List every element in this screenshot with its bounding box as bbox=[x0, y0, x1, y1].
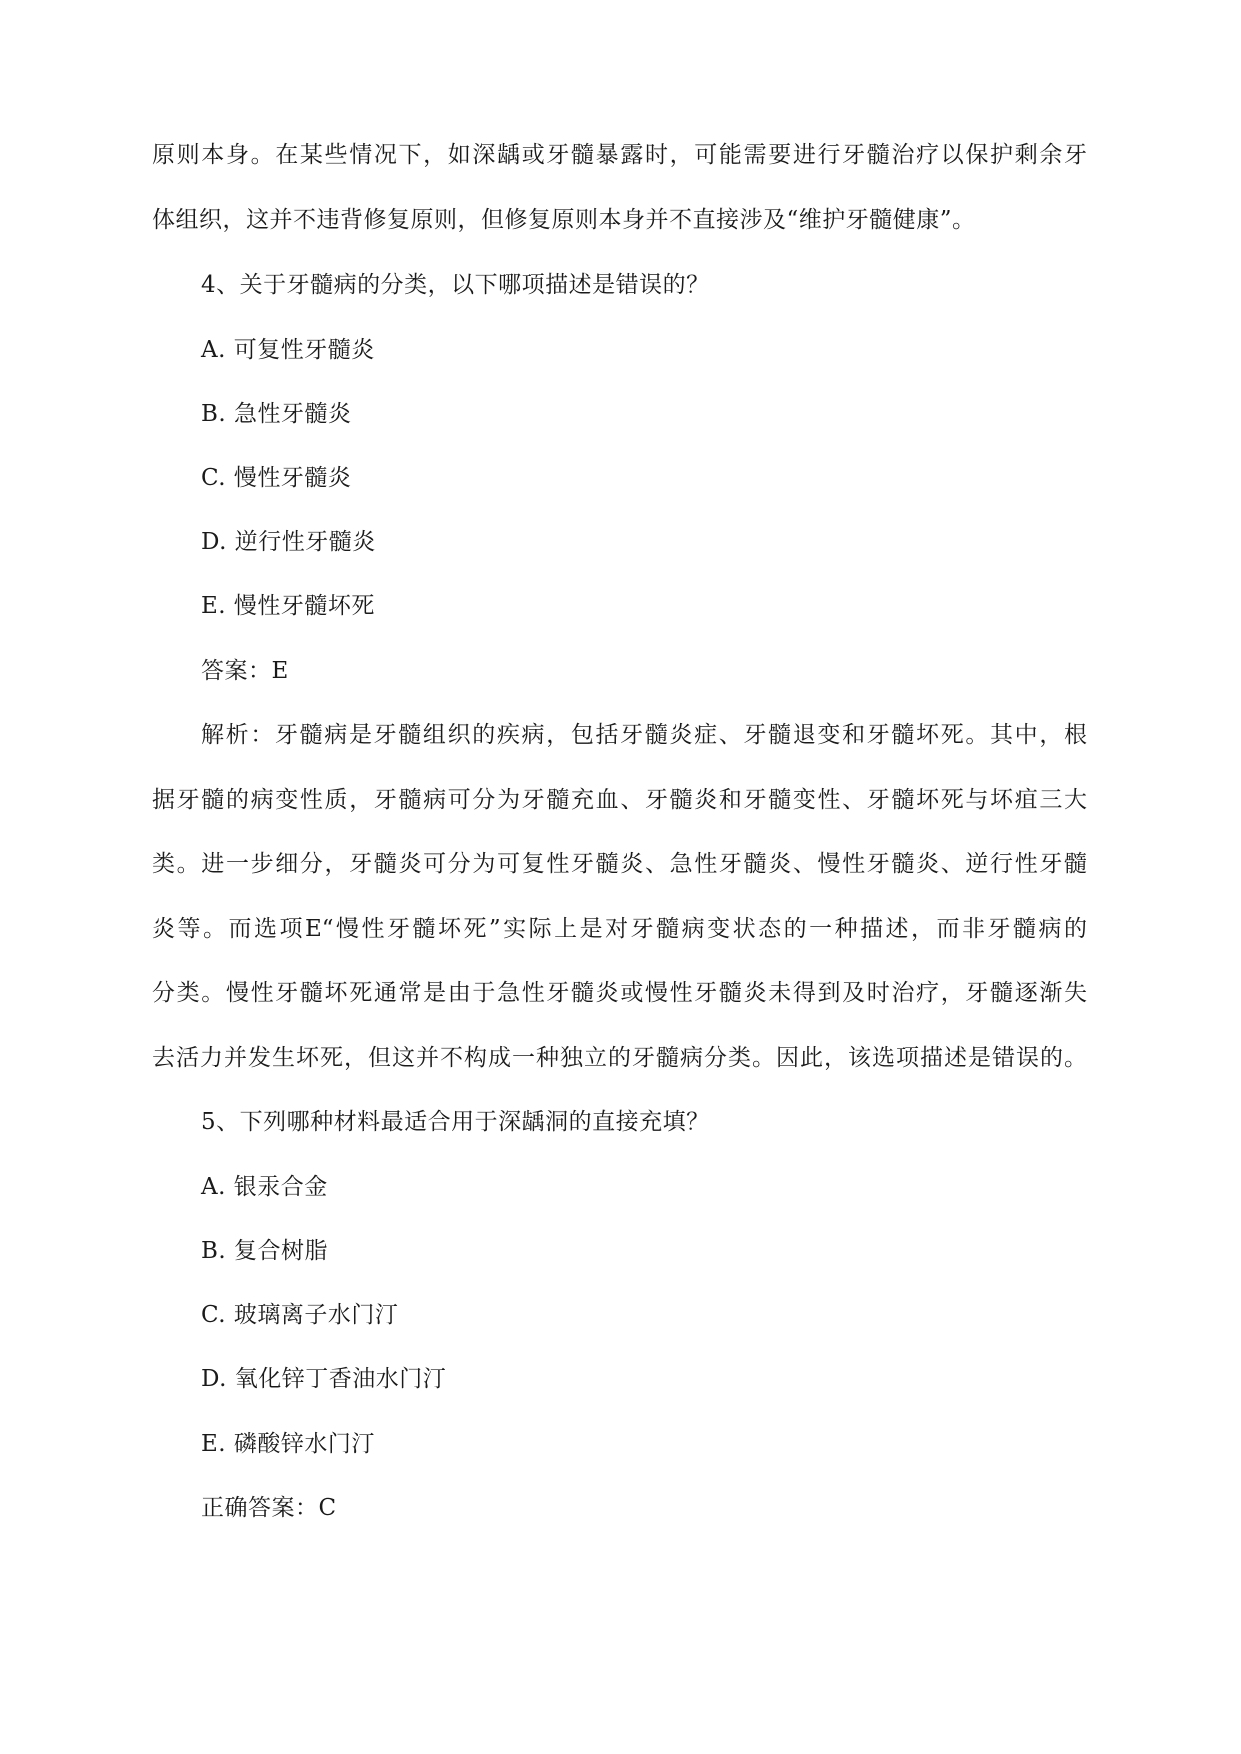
intro-line: 原则本身。在某些情况下，如深龋或牙髓暴露时，可能需要进行牙髓治疗以保护剩余牙 bbox=[152, 142, 1087, 168]
q4-option-c: C. 慢性牙髓炎 bbox=[201, 465, 352, 491]
q5-option-e: E. 磷酸锌水门汀 bbox=[201, 1431, 375, 1457]
q5-option-b: B. 复合树脂 bbox=[201, 1238, 329, 1264]
q4-option-e: E. 慢性牙髓坏死 bbox=[201, 593, 375, 619]
question-4: 4、关于牙髓病的分类，以下哪项描述是错误的？ bbox=[201, 272, 710, 298]
q5-option-a: A. 银汞合金 bbox=[201, 1174, 328, 1200]
q4-answer: 答案：E bbox=[201, 658, 289, 684]
q5-answer: 正确答案：C bbox=[201, 1495, 337, 1521]
question-5: 5、下列哪种材料最适合用于深龋洞的直接充填？ bbox=[201, 1109, 710, 1135]
q4-option-b: B. 急性牙髓炎 bbox=[201, 401, 352, 427]
q4-explanation-line: 类。进一步细分，牙髓炎可分为可复性牙髓炎、急性牙髓炎、慢性牙髓炎、逆行性牙髓 bbox=[152, 851, 1087, 877]
q4-explanation-line: 去活力并发生坏死，但这并不构成一种独立的牙髓病分类。因此，该选项描述是错误的。 bbox=[152, 1045, 1087, 1071]
q4-explanation-line: 据牙髓的病变性质，牙髓病可分为牙髓充血、牙髓炎和牙髓变性、牙髓坏死与坏疽三大 bbox=[152, 787, 1087, 813]
q5-option-d: D. 氧化锌丁香油水门汀 bbox=[201, 1366, 447, 1392]
q4-explanation-line: 解析：牙髓病是牙髓组织的疾病，包括牙髓炎症、牙髓退变和牙髓坏死。其中，根 bbox=[201, 722, 1087, 748]
q5-option-c: C. 玻璃离子水门汀 bbox=[201, 1302, 399, 1328]
q4-option-a: A. 可复性牙髓炎 bbox=[201, 337, 375, 363]
q4-explanation-line: 炎等。而选项E“慢性牙髓坏死”实际上是对牙髓病变状态的一种描述，而非牙髓病的 bbox=[152, 916, 1087, 942]
intro-line: 体组织，这并不违背修复原则，但修复原则本身并不直接涉及“维护牙髓健康”。 bbox=[152, 207, 976, 233]
q4-option-d: D. 逆行性牙髓炎 bbox=[201, 529, 376, 555]
q4-explanation-line: 分类。慢性牙髓坏死通常是由于急性牙髓炎或慢性牙髓炎未得到及时治疗，牙髓逐渐失 bbox=[152, 980, 1087, 1006]
